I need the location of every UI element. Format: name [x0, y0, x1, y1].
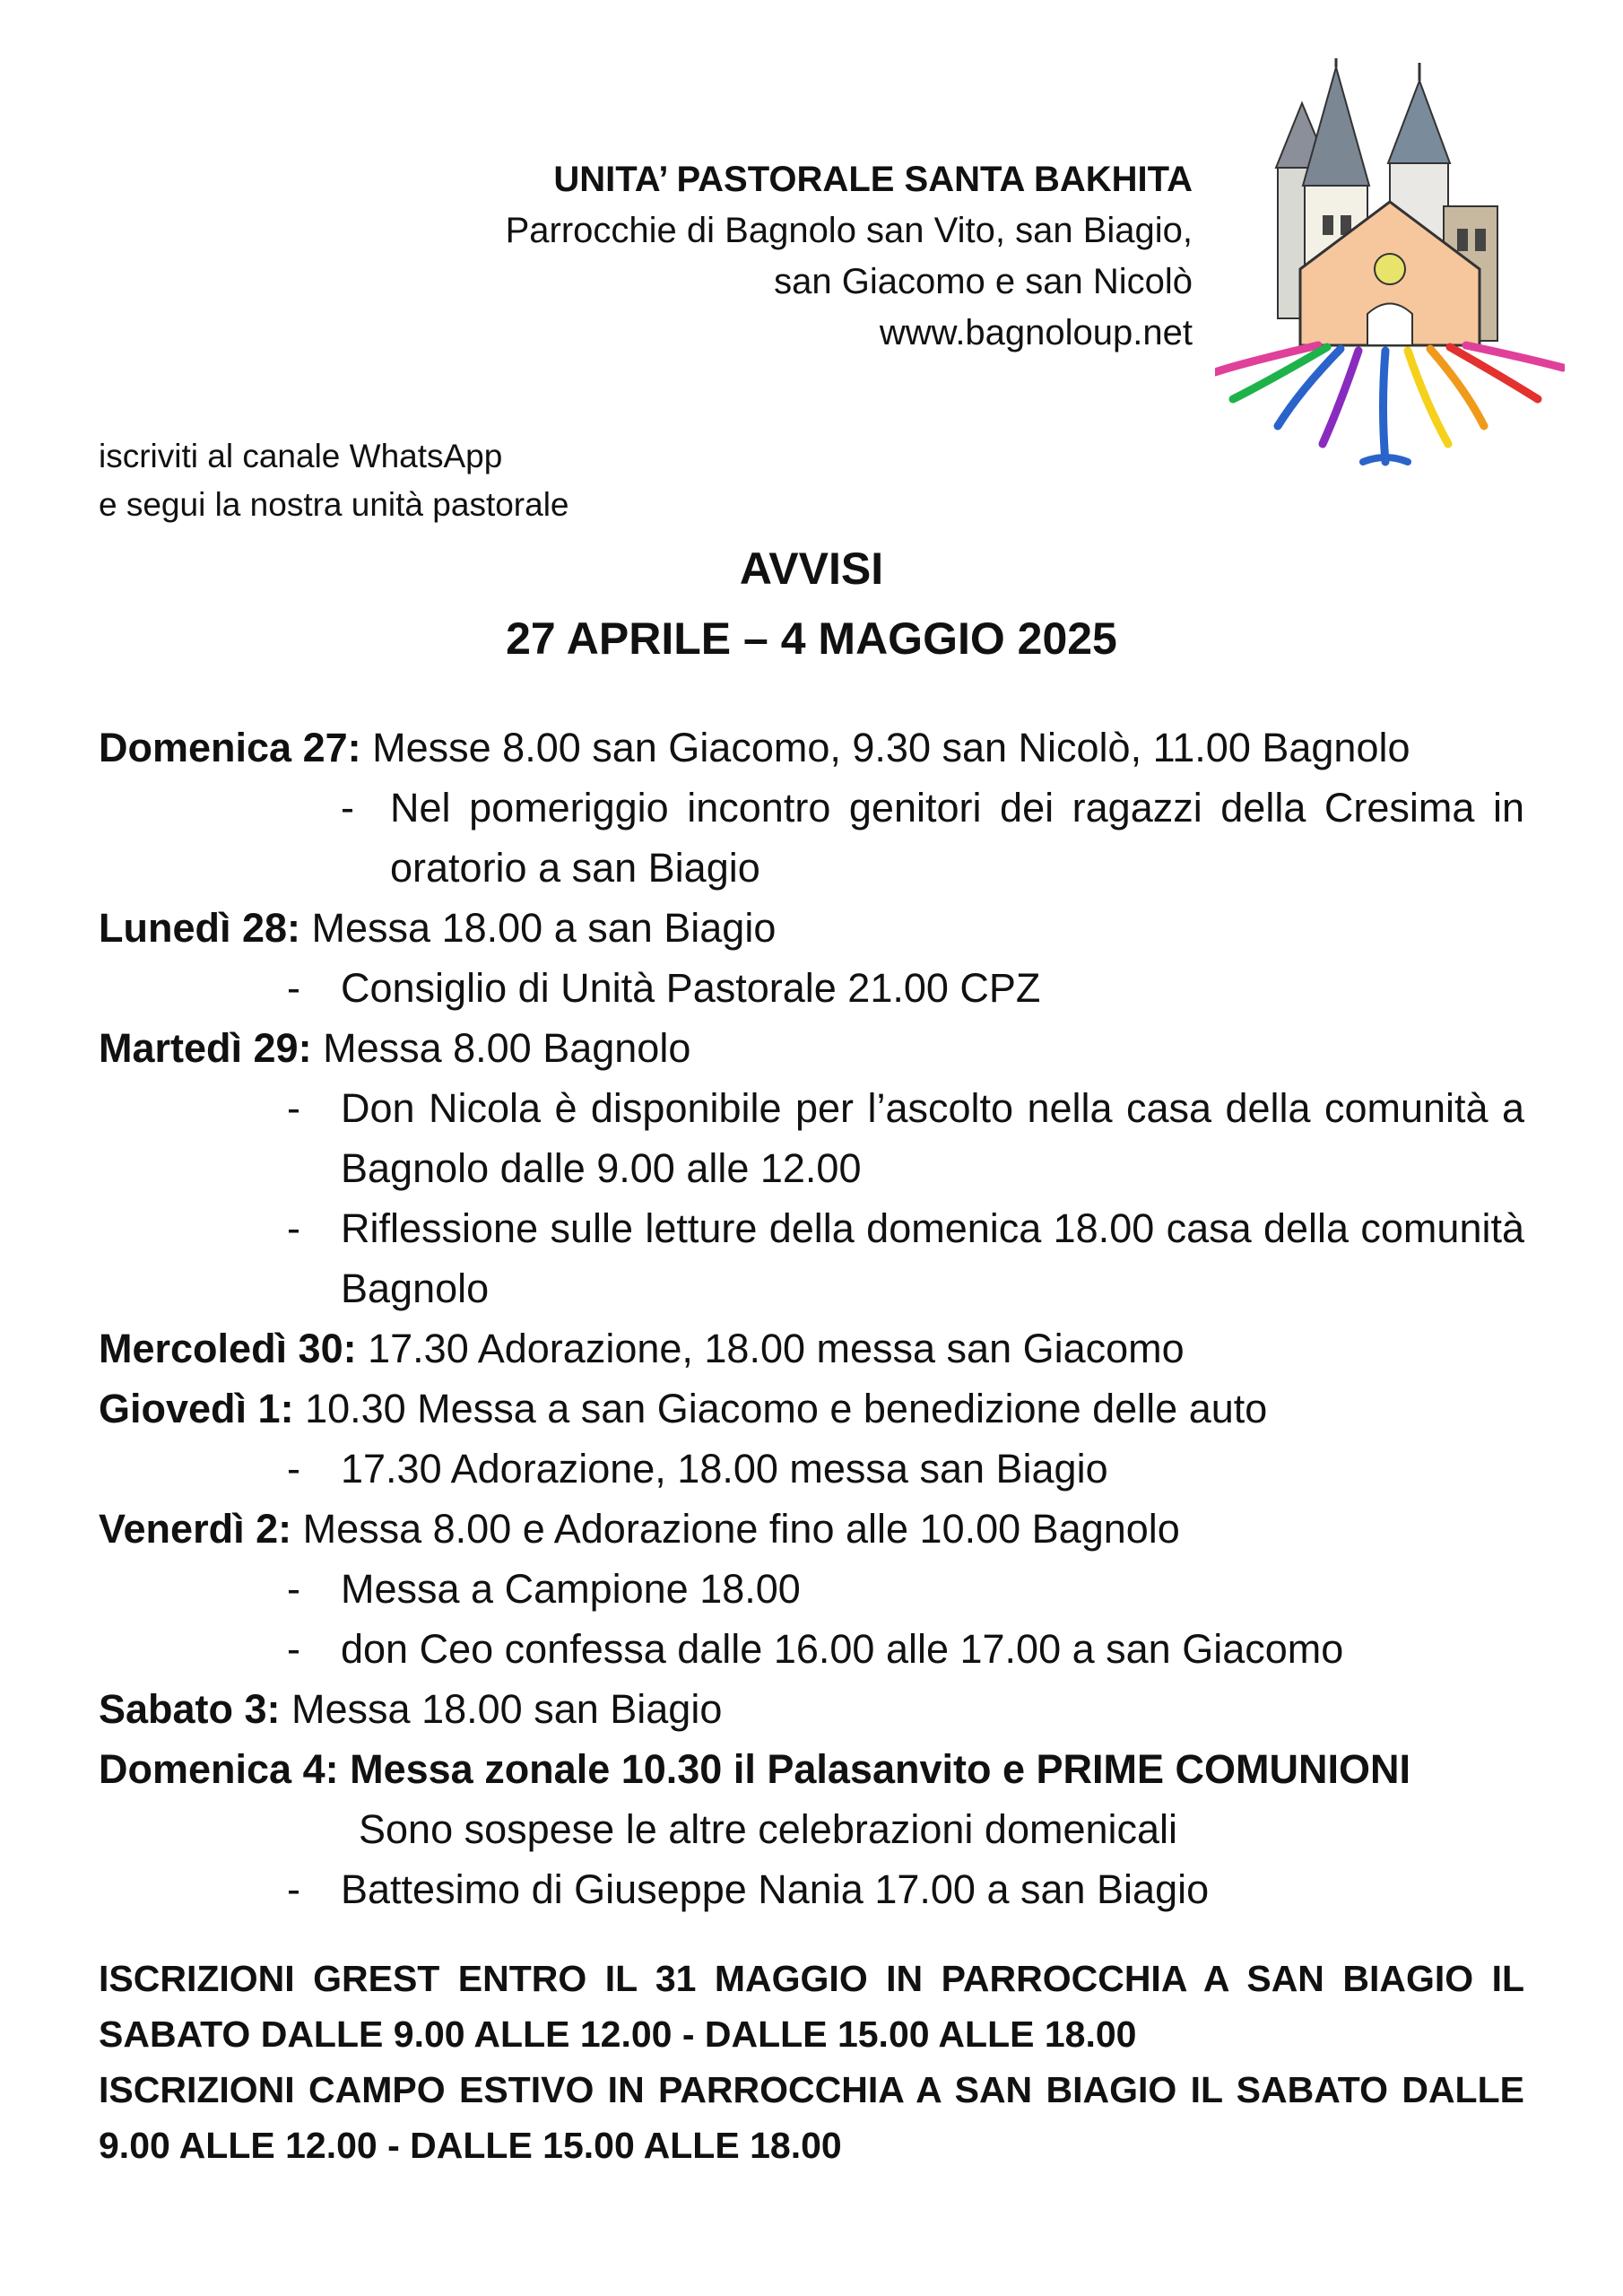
day-text: Messe 8.00 san Giacomo, 9.30 san Nicolò, 11.00 Bagnolo [360, 725, 1410, 770]
item-text: Battesimo di Giuseppe Nania 17.00 a san Biagio [341, 1866, 1210, 1912]
day-text: Messa 8.00 Bagnolo [311, 1025, 691, 1071]
list-item [287, 1439, 1524, 1499]
day-label: Martedì 29: [99, 1025, 312, 1071]
organization-name: UNITA’ PASTORALE SANTA BAKHITA [553, 160, 1193, 199]
day-label: Sabato 3: [99, 1686, 281, 1732]
title-dates: 27 APRILE – 4 MAGGIO 2025 [506, 613, 1117, 664]
list-item [287, 1859, 1524, 1919]
whatsapp-notice [99, 432, 569, 529]
day-label: Giovedì 1: [99, 1386, 294, 1431]
dash-bullet: - [287, 1085, 300, 1131]
schedule-day [99, 1739, 1524, 1799]
dash-bullet: - [287, 1626, 300, 1672]
schedule-day [99, 898, 1524, 958]
schedule-day [99, 1018, 1524, 1078]
dash-bullet: - [287, 1566, 300, 1612]
list-item [287, 1619, 1524, 1679]
day-text: Messa 8.00 e Adorazione fino alle 10.00 Bagnolo [291, 1506, 1180, 1552]
church-logo-icon [1215, 58, 1565, 471]
whatsapp-line-2: e segui la nostra unità pastorale [99, 486, 569, 523]
item-text: 17.30 Adorazione, 18.00 messa san Biagio [341, 1446, 1108, 1492]
item-text: Messa a Campione 18.00 [341, 1566, 801, 1612]
day-label: Venerdì 2: [99, 1506, 292, 1552]
item-text: Riflessione sulle letture della domenica 18.00 casa della comunità Bagnolo [341, 1205, 1524, 1311]
whatsapp-line-1: iscriviti al canale WhatsApp [99, 438, 503, 474]
item-text: Nel pomeriggio incontro genitori dei ragazzi della Cresima in oratorio a san Biagio [390, 785, 1524, 891]
day-text: Messa zonale 10.30 il Palasanvito e PRIME COMUNIONI [338, 1746, 1410, 1792]
dash-bullet: - [287, 1866, 300, 1912]
schedule-day [99, 1378, 1524, 1439]
header [506, 154, 1193, 359]
weekly-schedule [99, 718, 1524, 1919]
list-item [287, 958, 1524, 1018]
schedule-note: Sono sospese le altre celebrazioni domenicali [359, 1806, 1178, 1852]
day-text: Messa 18.00 san Biagio [280, 1686, 723, 1732]
page-title [0, 534, 1623, 674]
list-item [287, 1078, 1524, 1198]
item-text: don Ceo confessa dalle 16.00 alle 17.00 a san Giacomo [341, 1626, 1344, 1672]
schedule-day [99, 1318, 1524, 1378]
day-text: Messa 18.00 a san Biagio [300, 905, 777, 951]
grest-registration: ISCRIZIONI GREST ENTRO IL 31 MAGGIO IN PARROCCHIA A SAN BIAGIO IL SABATO DALLE 9.00 ALLE 12.00 - DALLE 15.00 ALLE 18.00 [99, 1958, 1524, 2055]
schedule-day [99, 1679, 1524, 1739]
list-item [287, 1559, 1524, 1619]
registration-notices [99, 1951, 1524, 2173]
item-text: Consiglio di Unità Pastorale 21.00 CPZ [341, 965, 1041, 1011]
list-item [287, 1198, 1524, 1318]
schedule-day [99, 718, 1524, 778]
schedule-day [99, 1499, 1524, 1559]
day-text: 17.30 Adorazione, 18.00 messa san Giacomo [356, 1326, 1185, 1371]
dash-bullet: - [287, 1205, 300, 1251]
list-item [341, 778, 1524, 898]
parishes-line-2: san Giacomo e san Nicolò [774, 262, 1193, 301]
day-label: Domenica 27: [99, 725, 361, 770]
website-link[interactable]: www.bagnoloup.net [879, 313, 1193, 352]
item-text: Don Nicola è disponibile per l’ascolto nella casa della comunità a Bagnolo dalle 9.00 alle 12.00 [341, 1085, 1524, 1191]
day-text: 10.30 Messa a san Giacomo e benedizione delle auto [293, 1386, 1268, 1431]
day-label: Mercoledì 30: [99, 1326, 357, 1371]
day-label: Lunedì 28: [99, 905, 301, 951]
dash-bullet: - [341, 785, 354, 831]
day-label: Domenica 4: [99, 1746, 339, 1792]
dash-bullet: - [287, 1446, 300, 1492]
parishes-line-1: Parrocchie di Bagnolo san Vito, san Biagio, [505, 211, 1193, 250]
title-heading: AVVISI [739, 544, 884, 594]
dash-bullet: - [287, 965, 300, 1011]
summer-camp-registration: ISCRIZIONI CAMPO ESTIVO IN PARROCCHIA A SAN BIAGIO IL SABATO DALLE 9.00 ALLE 12.00 - DALLE 15.00 ALLE 18.00 [99, 2069, 1524, 2166]
